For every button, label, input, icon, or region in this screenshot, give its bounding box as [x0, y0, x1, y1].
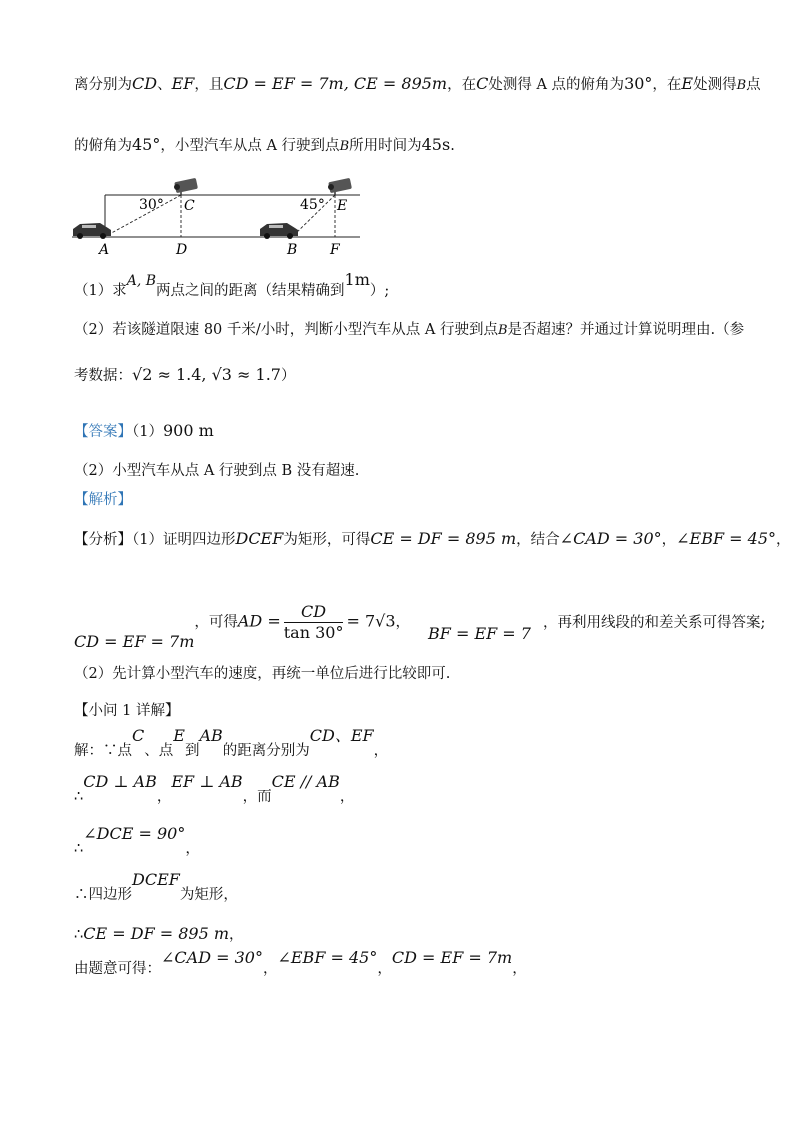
- math: ∠DCE = 90°: [83, 824, 186, 843]
- math: CD ⊥ AB: [83, 772, 157, 791]
- math: ∠EBF = 45°: [676, 529, 777, 548]
- text: ，再利用线段的和差关系可得答案;: [542, 614, 766, 631]
- text: （2）若该隧道限速 80 千米/小时，判断小型汽车从点 A 行驶到点: [74, 322, 498, 338]
- math: 30°: [624, 74, 653, 93]
- answer-tag: 【答案】: [74, 424, 132, 440]
- text: ）: [280, 368, 296, 384]
- math: A, B: [126, 273, 157, 289]
- text: ，: [156, 789, 172, 805]
- question-2: [74, 323, 744, 338]
- solution-line-4: [74, 870, 238, 903]
- text: 考数据：: [74, 368, 132, 384]
- math: E: [173, 726, 185, 745]
- text: 由题意可得：: [74, 961, 161, 977]
- question-1: [74, 270, 390, 299]
- math: B: [497, 323, 508, 338]
- math: CD、EF: [309, 726, 374, 745]
- camera-c-icon: [174, 178, 198, 195]
- math: 900 m: [162, 421, 214, 440]
- analysis-line-3: [74, 667, 450, 682]
- text: 的俯角为: [74, 138, 132, 154]
- fraction: [284, 604, 344, 641]
- text: ，: [262, 961, 278, 977]
- text: ，可得: [194, 614, 238, 631]
- text: ，且: [194, 77, 224, 93]
- fraction-denominator: tan 30°: [283, 623, 344, 642]
- detail-tag: [74, 704, 179, 719]
- text: 【小问 1 详解】: [74, 703, 180, 719]
- text: ，: [661, 532, 677, 548]
- math: BF = EF = 7: [428, 623, 531, 643]
- text: ∴: [74, 841, 84, 857]
- text: 点: [746, 77, 761, 93]
- math: 45°: [132, 135, 161, 154]
- tunnel-figure: [70, 168, 370, 258]
- math: ∠CAD = 30°: [161, 948, 263, 967]
- text: （1）: [132, 424, 163, 440]
- solution-line-2: [74, 772, 355, 805]
- text: ，: [377, 961, 392, 977]
- text: .: [450, 138, 455, 154]
- analysis-line-1: [74, 531, 791, 548]
- math: CD: [132, 74, 158, 93]
- text: 为矩形，可得: [283, 532, 371, 548]
- reference-data: [74, 367, 295, 384]
- text: ，: [185, 841, 200, 857]
- math: CE = DF = 895 m: [370, 529, 517, 548]
- math: B: [339, 139, 350, 154]
- text: ，而: [242, 789, 272, 805]
- text: 处测得 A 点的俯角为: [488, 77, 625, 93]
- math: EF ⊥ AB: [171, 772, 243, 791]
- math: AB: [199, 726, 223, 745]
- text: （1）证明四边形: [132, 532, 236, 548]
- problem-line-2: [74, 137, 455, 154]
- text: ，: [512, 961, 527, 977]
- math: C: [132, 726, 145, 745]
- text: ）;: [369, 283, 390, 299]
- analysis-tag: [74, 493, 132, 508]
- math: CD = EF = 7m: [391, 948, 513, 967]
- math: CD = EF = 7m: [74, 631, 195, 651]
- label-a: A: [99, 242, 110, 258]
- math: DCEF: [132, 870, 180, 889]
- text: ∴: [74, 927, 84, 943]
- text: ，小型汽车从点 A 行驶到点: [160, 138, 340, 154]
- text: 处测得: [693, 77, 737, 93]
- text: ，在: [652, 77, 682, 93]
- text: ，在: [447, 77, 477, 93]
- text: 的距离分别为: [222, 743, 310, 759]
- label-d: D: [176, 242, 188, 258]
- text: 所用时间为: [349, 138, 422, 154]
- fraction-numerator: CD: [284, 604, 344, 623]
- math: DCEF: [235, 529, 284, 548]
- label-45: 45°: [300, 197, 325, 213]
- math: √2 ≈ 1.4, √3 ≈ 1.7: [132, 365, 281, 384]
- math: 1m: [344, 270, 370, 289]
- label-b: B: [287, 242, 298, 258]
- text: 、: [157, 77, 172, 93]
- math: CD = EF = 7m, CE = 895m: [223, 74, 448, 93]
- text: ，: [776, 532, 791, 548]
- math: 45s: [421, 135, 451, 154]
- text: （2）先计算小型汽车的速度，再统一单位后进行比较即可.: [74, 666, 451, 682]
- label-30: 30°: [139, 197, 164, 213]
- math: E: [681, 74, 694, 93]
- text: ，: [395, 614, 410, 631]
- math: AD =: [237, 611, 281, 631]
- text: （1）求: [74, 283, 127, 299]
- text: ，: [373, 743, 389, 759]
- text: 是否超速？并通过计算说明理由.（参: [507, 322, 745, 338]
- solution-line-6: [74, 948, 527, 977]
- label-f: F: [330, 242, 340, 258]
- text: 两点之间的距离（结果精确到: [156, 283, 345, 299]
- answer-2: [74, 464, 359, 479]
- math: EF: [171, 74, 195, 93]
- label-c: C: [184, 198, 195, 214]
- text: 【解析】: [74, 492, 132, 508]
- math: = 7√3: [346, 611, 396, 631]
- text: 、点: [144, 743, 174, 759]
- text: 离分别为: [74, 77, 132, 93]
- text: 为矩形，: [179, 887, 238, 903]
- text: 到: [184, 743, 200, 759]
- text: ，结合: [516, 532, 560, 548]
- solution-line-3: [74, 824, 200, 857]
- math: CE // AB: [271, 772, 340, 791]
- analysis-line-2: [74, 602, 766, 651]
- problem-line-1: [74, 76, 761, 93]
- solution-line-5: [74, 926, 244, 943]
- math: CE = DF = 895 m: [83, 924, 230, 943]
- text: 解：∵点: [74, 743, 132, 759]
- solution-line-1: [74, 726, 389, 759]
- label-e: E: [337, 198, 348, 214]
- text: （2）小型汽车从点 A 行驶到点 B 没有超速.: [74, 463, 360, 479]
- text: ，: [229, 927, 244, 943]
- answer-1: [74, 423, 214, 440]
- math: ∠CAD = 30°: [559, 529, 662, 548]
- math: C: [476, 74, 489, 93]
- text: ∴四边形: [74, 887, 132, 903]
- math: B: [736, 78, 747, 93]
- text: 【分析】: [74, 532, 132, 548]
- text: ，: [339, 789, 355, 805]
- text: ∴: [74, 789, 84, 805]
- math: ∠EBF = 45°: [277, 948, 378, 967]
- camera-e-icon: [328, 178, 352, 195]
